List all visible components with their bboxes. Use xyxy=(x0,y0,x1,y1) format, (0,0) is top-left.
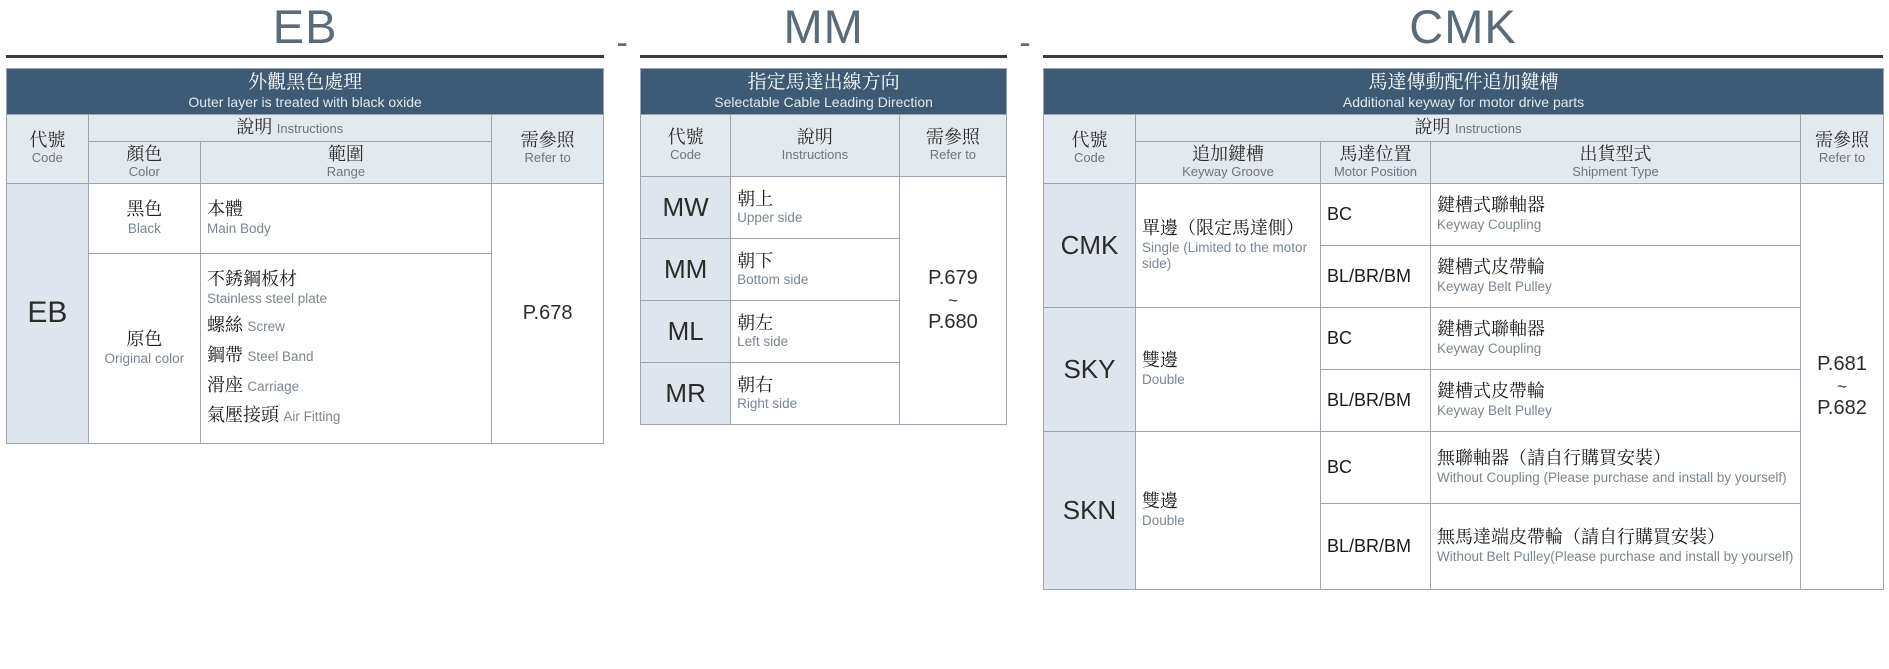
mm-header-cell xyxy=(641,69,1007,115)
mm-refer-from: P.679 xyxy=(928,266,978,289)
eb-range-airfitting-en: Air Fitting xyxy=(283,409,341,425)
eb-color-black-zh: 黑色 xyxy=(126,199,163,220)
cmk-keyway-sky-zh: 雙邊 xyxy=(1141,350,1178,371)
table-mm xyxy=(640,68,1007,425)
eb-range-screw-en: Screw xyxy=(247,319,285,335)
eb-header-cell xyxy=(7,69,604,115)
eb-col-range xyxy=(200,141,491,183)
eb-range-steelband-zh: 鋼帶 xyxy=(206,345,243,366)
table-row xyxy=(641,114,1007,176)
eb-col-code-en: Code xyxy=(31,150,63,166)
eb-range-item xyxy=(207,269,485,307)
dash-2-label: - xyxy=(1019,24,1031,62)
eb-range-item xyxy=(207,401,485,427)
cmk-shipment-skn-bc-en: Without Coupling (Please purchase and install by yourself) xyxy=(1436,469,1787,485)
table-row xyxy=(1043,183,1883,245)
cmk-col-shipment xyxy=(1430,141,1800,183)
cmk-shipment-sky-bc xyxy=(1430,307,1800,369)
cmk-motor-skn-bc-label: BC xyxy=(1326,456,1352,477)
mm-direction-mm xyxy=(731,238,900,300)
cmk-col-keyway-en: Keyway Groove xyxy=(1182,163,1274,179)
eb-col-refer-zh: 需參照 xyxy=(520,130,575,151)
eb-color-original xyxy=(88,253,200,443)
cmk-col-keyway-zh: 追加鍵槽 xyxy=(1191,143,1264,164)
cmk-header-cell xyxy=(1043,69,1883,115)
mm-code-mw: MW xyxy=(641,176,731,238)
cmk-group-code-sky: SKY xyxy=(1043,307,1135,431)
table-cmk xyxy=(1043,68,1884,589)
eb-range-carriage-en: Carriage xyxy=(247,379,300,395)
mm-col-code xyxy=(641,114,731,176)
eb-col-color-en: Color xyxy=(128,163,160,179)
eb-col-refer-en: Refer to xyxy=(524,150,571,166)
eb-range-stainless-zh: 不銹鋼板材 xyxy=(206,269,297,290)
big-code-eb: EB xyxy=(272,0,338,53)
mm-refer-to: P.680 xyxy=(928,310,978,333)
cmk-motor-cmk-blbrbm-label: BL/BR/BM xyxy=(1326,265,1412,286)
table-eb xyxy=(6,68,604,443)
eb-col-code xyxy=(7,114,89,183)
cmk-shipment-sky-blbrbm-zh: 鍵槽式皮帶輪 xyxy=(1436,381,1545,402)
eb-range-item xyxy=(207,371,485,397)
mm-header-zh: 指定馬達出線方向 xyxy=(747,72,900,94)
cmk-motor-sky-blbrbm xyxy=(1320,369,1430,431)
mm-direction-ml-zh: 朝左 xyxy=(737,312,774,333)
table-row xyxy=(641,69,1007,115)
eb-col-refer xyxy=(491,114,603,183)
mm-code-mm: MM xyxy=(641,238,731,300)
cmk-col-refer-en: Refer to xyxy=(1818,150,1866,166)
table-row xyxy=(641,176,1007,238)
cmk-shipment-skn-bc xyxy=(1430,431,1800,503)
eb-range-stainless-en: Stainless steel plate xyxy=(206,290,328,306)
cmk-shipment-sky-blbrbm-en: Keyway Belt Pulley xyxy=(1436,402,1552,418)
cmk-shipment-cmk-bc-zh: 鍵槽式聯軸器 xyxy=(1436,195,1545,216)
cmk-motor-skn-bc xyxy=(1320,431,1430,503)
cmk-col-instructions-zh: 說明 xyxy=(1414,116,1451,137)
cmk-shipment-skn-blbrbm xyxy=(1430,503,1800,589)
eb-refer-value: P.678 xyxy=(491,183,603,443)
cmk-col-shipment-zh: 出貨型式 xyxy=(1579,143,1652,164)
big-code-cmk: CMK xyxy=(1409,0,1517,53)
mm-direction-mr-zh: 朝右 xyxy=(737,374,774,395)
cmk-header-zh: 馬達傳動配件追加鍵槽 xyxy=(1368,72,1559,94)
eb-color-original-en: Original color xyxy=(104,350,185,366)
dash-1-label: - xyxy=(616,24,628,62)
table-row xyxy=(7,114,604,141)
cmk-keyway-sky xyxy=(1135,307,1320,431)
cmk-shipment-cmk-blbrbm xyxy=(1430,245,1800,307)
divider-eb xyxy=(6,55,604,58)
mm-col-instructions-zh: 說明 xyxy=(796,127,833,148)
mm-code-ml: ML xyxy=(641,300,731,362)
cmk-shipment-cmk-bc-en: Keyway Coupling xyxy=(1436,216,1542,232)
cmk-motor-cmk-bc xyxy=(1320,183,1430,245)
cmk-motor-sky-bc-label: BC xyxy=(1326,327,1352,348)
cmk-col-code-en: Code xyxy=(1073,150,1106,166)
cmk-motor-skn-blbrbm-label: BL/BR/BM xyxy=(1326,535,1412,556)
eb-range-main-body xyxy=(200,183,491,253)
cmk-keyway-skn xyxy=(1135,431,1320,589)
cmk-motor-cmk-bc-label: BC xyxy=(1326,203,1352,224)
table-row xyxy=(1043,431,1883,503)
separator-dash-2 xyxy=(1007,0,1043,63)
eb-range-screw-zh: 螺絲 xyxy=(206,315,243,336)
cmk-col-instructions xyxy=(1135,114,1800,141)
eb-header-en: Outer layer is treated with black oxide xyxy=(188,94,422,111)
cmk-motor-cmk-blbrbm xyxy=(1320,245,1430,307)
mm-col-code-zh: 代號 xyxy=(667,127,704,148)
mm-col-instructions xyxy=(731,114,900,176)
mm-col-code-en: Code xyxy=(670,146,702,162)
table-row xyxy=(7,69,604,115)
cmk-refer-value xyxy=(1800,183,1883,589)
divider-cmk xyxy=(1043,55,1883,58)
mm-direction-mr-en: Right side xyxy=(737,396,798,412)
eb-code-value: EB xyxy=(7,183,89,443)
mm-direction-ml-en: Left side xyxy=(737,334,789,350)
mm-header-en: Selectable Cable Leading Direction xyxy=(714,94,933,111)
mm-direction-mw xyxy=(731,176,900,238)
cmk-refer-from: P.681 xyxy=(1817,352,1867,375)
cmk-shipment-sky-blbrbm xyxy=(1430,369,1800,431)
eb-range-main-body-en: Main Body xyxy=(206,220,271,236)
cmk-shipment-cmk-blbrbm-en: Keyway Belt Pulley xyxy=(1436,278,1552,294)
mm-col-refer-en: Refer to xyxy=(929,146,977,162)
eb-range-item xyxy=(207,311,485,337)
cmk-col-code-zh: 代號 xyxy=(1071,130,1108,151)
cmk-col-instructions-en: Instructions xyxy=(1454,120,1522,136)
table-row xyxy=(1043,141,1883,183)
eb-range-original-list xyxy=(200,253,491,443)
mm-col-refer-zh: 需參照 xyxy=(925,127,980,148)
mm-direction-mw-en: Upper side xyxy=(737,210,803,226)
mm-direction-mm-zh: 朝下 xyxy=(737,250,774,271)
cmk-shipment-sky-bc-zh: 鍵槽式聯軸器 xyxy=(1436,319,1545,340)
eb-header-zh: 外觀黑色處理 xyxy=(248,72,363,94)
separator-dash-1 xyxy=(604,0,640,63)
mm-direction-mw-zh: 朝上 xyxy=(737,188,774,209)
big-code-mm: MM xyxy=(783,0,864,53)
mm-code-mr: MR xyxy=(641,362,731,424)
cmk-col-motor-zh: 馬達位置 xyxy=(1339,143,1412,164)
cmk-motor-sky-bc xyxy=(1320,307,1430,369)
eb-color-black-en: Black xyxy=(127,220,161,236)
eb-range-main-body-zh: 本體 xyxy=(206,199,243,220)
mm-col-instructions-en: Instructions xyxy=(781,146,849,162)
cmk-col-code xyxy=(1043,114,1135,183)
eb-col-instructions xyxy=(88,114,491,141)
eb-col-range-en: Range xyxy=(326,163,366,179)
cmk-refer-to: P.682 xyxy=(1817,396,1867,419)
cmk-shipment-skn-blbrbm-en: Without Belt Pulley(Please purchase and install by yourself) xyxy=(1436,548,1794,564)
column-eb xyxy=(6,0,604,444)
cmk-col-motor-en: Motor Position xyxy=(1333,163,1418,179)
eb-col-color-zh: 顏色 xyxy=(126,143,163,164)
cmk-shipment-cmk-bc xyxy=(1430,183,1800,245)
cmk-shipment-skn-blbrbm-zh: 無馬達端皮帶輪（請自行購買安裝） xyxy=(1436,527,1725,548)
eb-range-carriage-zh: 滑座 xyxy=(206,375,243,396)
cmk-refer-tilde: ~ xyxy=(1837,376,1847,396)
eb-range-steelband-en: Steel Band xyxy=(247,349,314,365)
cmk-shipment-skn-bc-zh: 無聯軸器（請自行購買安裝） xyxy=(1436,448,1671,469)
mm-direction-mm-en: Bottom side xyxy=(737,272,809,288)
eb-range-airfitting-zh: 氣壓接頭 xyxy=(206,405,279,426)
cmk-col-motor xyxy=(1320,141,1430,183)
cmk-keyway-cmk-en: Single (Limited to the motor side) xyxy=(1141,239,1308,272)
mm-direction-ml xyxy=(731,300,900,362)
cmk-keyway-skn-zh: 雙邊 xyxy=(1141,491,1178,512)
cmk-header-en: Additional keyway for motor drive parts xyxy=(1342,94,1585,111)
eb-col-code-zh: 代號 xyxy=(29,130,66,151)
column-mm xyxy=(640,0,1007,425)
column-cmk xyxy=(1043,0,1883,590)
eb-color-original-zh: 原色 xyxy=(126,329,163,350)
eb-col-instructions-en: Instructions xyxy=(276,120,344,136)
eb-color-black xyxy=(88,183,200,253)
eb-range-item xyxy=(207,341,485,367)
cmk-col-refer xyxy=(1800,114,1883,183)
table-row xyxy=(1043,307,1883,369)
cmk-col-shipment-en: Shipment Type xyxy=(1572,163,1659,179)
cmk-col-keyway xyxy=(1135,141,1320,183)
cmk-col-refer-zh: 需參照 xyxy=(1814,130,1869,151)
table-row xyxy=(1043,69,1883,115)
table-row xyxy=(7,183,604,253)
mm-direction-mr xyxy=(731,362,900,424)
eb-col-color xyxy=(88,141,200,183)
cmk-keyway-cmk-zh: 單邊（限定馬達側） xyxy=(1141,218,1304,239)
cmk-motor-sky-blbrbm-label: BL/BR/BM xyxy=(1326,389,1412,410)
cmk-keyway-sky-en: Double xyxy=(1141,371,1185,387)
table-row xyxy=(1043,114,1883,141)
divider-mm xyxy=(640,55,1007,58)
cmk-keyway-cmk xyxy=(1135,183,1320,307)
eb-col-range-zh: 範圍 xyxy=(327,143,364,164)
eb-col-instructions-zh: 說明 xyxy=(236,116,273,137)
cmk-shipment-sky-bc-en: Keyway Coupling xyxy=(1436,340,1542,356)
cmk-group-code-skn: SKN xyxy=(1043,431,1135,589)
mm-col-refer xyxy=(899,114,1006,176)
cmk-group-code-cmk: CMK xyxy=(1043,183,1135,307)
cmk-shipment-cmk-blbrbm-zh: 鍵槽式皮帶輪 xyxy=(1436,257,1545,278)
cmk-keyway-skn-en: Double xyxy=(1141,512,1185,528)
mm-refer-value xyxy=(899,176,1006,424)
cmk-motor-skn-blbrbm xyxy=(1320,503,1430,589)
mm-refer-tilde: ~ xyxy=(947,290,958,310)
